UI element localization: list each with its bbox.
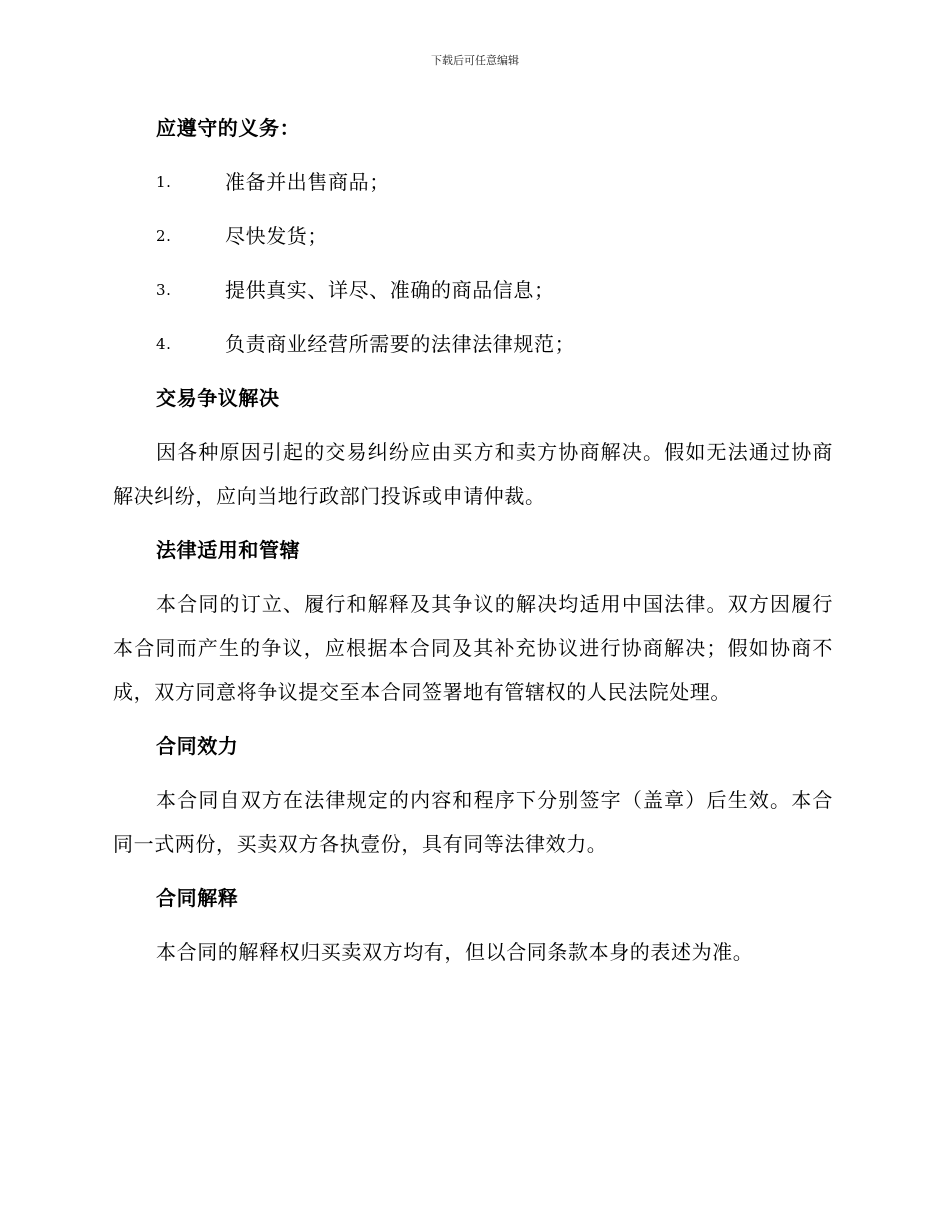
list-number: 1.: [156, 173, 172, 191]
section-heading-effect: 合同效力: [156, 734, 239, 758]
list-text: 提供真实、详尽、准确的商品信息；: [225, 278, 555, 302]
list-text: 负责商业经营所需要的法律法律规范；: [225, 332, 576, 356]
section-body-law: 本合同的订立、履行和解释及其争议的解决均适用中国法律。双方因履行本合同而产生的争议，应根据本合同及其补充协议进行协商解决；假如协商不成，双方同意将争议提交至本合同签署地有管辖权的人民法院处理。: [113, 592, 833, 704]
section-heading-interpretation: 合同解释: [156, 886, 239, 910]
section-heading-dispute: 交易争议解决: [156, 386, 280, 410]
list-item: [113, 274, 833, 306]
section-body-interpretation: 本合同的解释权归买卖双方均有，但以合同条款本身的表述为准。: [156, 940, 754, 964]
list-number: 3.: [156, 281, 172, 299]
page-header: 下载后可任意编辑: [431, 54, 519, 67]
list-item: [113, 328, 833, 360]
section-heading-obligations: 应遵守的义务：: [156, 116, 301, 140]
section-body-effect: 本合同自双方在法律规定的内容和程序下分别签字（盖章）后生效。本合同一式两份，买卖双方各执壹份，具有同等法律效力。: [113, 788, 833, 856]
section-body-dispute: 因各种原因引起的交易纠纷应由买方和卖方协商解决。假如无法通过协商解决纠纷，应向当地行政部门投诉或申请仲裁。: [113, 440, 833, 508]
list-item: [113, 166, 833, 198]
section-heading-law: 法律适用和管辖: [156, 538, 301, 562]
list-item: [113, 220, 833, 252]
list-text: 尽快发货；: [225, 224, 328, 248]
list-text: 准备并出售商品；: [225, 170, 390, 194]
list-number: 4.: [156, 335, 172, 353]
document-body: [113, 112, 833, 990]
list-number: 2.: [156, 227, 172, 245]
